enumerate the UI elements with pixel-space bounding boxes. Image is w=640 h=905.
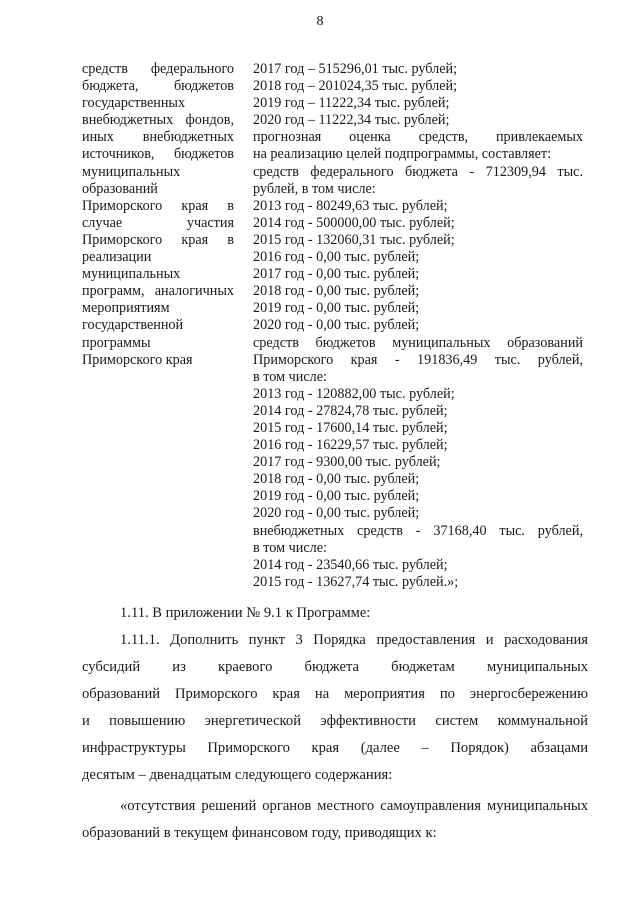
- right-col-line: средств бюджетов муниципальных образований: [253, 334, 583, 351]
- right-col-line: 2014 год - 23540,66 тыс. рублей;: [253, 556, 448, 573]
- right-col-line: 2019 год - 0,00 тыс. рублей;: [253, 488, 420, 505]
- right-col-line: 2017 год - 0,00 тыс. рублей;: [253, 266, 420, 283]
- right-col-line: 2014 год - 500000,00 тыс. рублей;: [253, 214, 455, 231]
- right-col-line: 2017 год – 515296,01 тыс. рублей;: [253, 61, 458, 77]
- program-table-right-column: [253, 61, 583, 591]
- right-col-line: 2017 год - 9300,00 тыс. рублей;: [253, 454, 441, 471]
- right-col-line: в том числе:: [253, 368, 327, 385]
- left-col-line: мероприятиям: [82, 300, 170, 317]
- right-col-line: средств федерального бюджета - 712309,94 тыс.: [253, 163, 583, 180]
- left-col-line: муниципальных: [82, 163, 181, 180]
- paragraph-1-11-1-line: десятым – двенадцатым следующего содержания:: [82, 767, 393, 783]
- left-col-line: образований: [82, 180, 158, 197]
- right-col-line: 2020 год - 0,00 тыс. рублей;: [253, 317, 420, 334]
- paragraph-1-11-1-line: субсидий из краевого бюджета бюджетам муниципальных: [82, 659, 588, 675]
- paragraph-1-11-1-line: образований Приморского края на мероприятия по энергосбережению: [82, 686, 588, 702]
- right-col-line: 2016 год - 0,00 тыс. рублей;: [253, 249, 420, 266]
- quote-paragraph-line: образований в текущем финансовом году, приводящих к:: [82, 825, 437, 841]
- left-col-line: иных внебюджетных: [82, 129, 234, 146]
- right-col-line: 2018 год - 0,00 тыс. рублей;: [253, 283, 420, 300]
- left-col-line: бюджета, бюджетов: [82, 78, 234, 95]
- right-col-line: 2016 год - 16229,57 тыс. рублей;: [253, 437, 448, 454]
- right-col-line: рублей, в том числе:: [253, 180, 376, 197]
- right-col-line: 2019 год – 11222,34 тыс. рублей;: [253, 95, 450, 112]
- right-col-line: внебюджетных средств - 37168,40 тыс. рублей,: [253, 522, 583, 539]
- paragraph-1-11-1-line: инфраструктуры Приморского края (далее – Порядок) абзацами: [82, 740, 588, 756]
- right-col-line: 2013 год - 120882,00 тыс. рублей;: [253, 385, 455, 402]
- right-col-line: 2013 год - 80249,63 тыс. рублей;: [253, 197, 448, 214]
- left-col-line: случае участия: [82, 214, 234, 231]
- left-col-line: внебюджетных фондов,: [82, 112, 234, 129]
- right-col-line: Приморского края - 191836,49 тыс. рублей,: [253, 351, 583, 368]
- paragraph-1-11-1-line: и повышению энергетической эффективности систем коммунальной: [82, 713, 588, 729]
- left-col-line: реализации: [82, 249, 152, 266]
- page-number: 8: [316, 14, 324, 29]
- left-col-line: Приморского края в: [82, 197, 234, 214]
- left-col-line: источников, бюджетов: [82, 146, 234, 163]
- left-col-line: государственных: [82, 95, 186, 112]
- paragraph-1-11-1-line: 1.11.1. Дополнить пункт 3 Порядка предоставления и расходования: [120, 632, 588, 648]
- right-col-line: 2015 год - 13627,74 тыс. рублей.»;: [253, 573, 459, 590]
- left-col-line: муниципальных: [82, 266, 181, 283]
- right-col-line: в том числе:: [253, 539, 327, 556]
- left-col-line: Приморского края в: [82, 231, 234, 248]
- right-col-line: 2020 год – 11222,34 тыс. рублей;: [253, 112, 450, 129]
- paragraph-1-11: 1.11. В приложении № 9.1 к Программе:: [120, 605, 371, 621]
- quote-paragraph-line: «отсутствия решений органов местного самоуправления муниципальных: [120, 798, 588, 814]
- left-col-line: средств федерального: [82, 61, 234, 77]
- left-col-line: государственной: [82, 317, 184, 334]
- right-col-line: 2018 год – 201024,35 тыс. рублей;: [253, 78, 458, 95]
- right-col-line: 2015 год - 132060,31 тыс. рублей;: [253, 231, 455, 248]
- right-col-line: 2020 год - 0,00 тыс. рублей;: [253, 505, 420, 522]
- program-table-left-column: [82, 61, 234, 369]
- right-col-line: 2014 год - 27824,78 тыс. рублей;: [253, 402, 448, 419]
- left-col-line: программ, аналогичных: [82, 283, 234, 300]
- left-col-line: Приморского края: [82, 351, 193, 368]
- right-col-line: прогнозная оценка средств, привлекаемых: [253, 129, 583, 146]
- right-col-line: 2018 год - 0,00 тыс. рублей;: [253, 471, 420, 488]
- right-col-line: 2015 год - 17600,14 тыс. рублей;: [253, 419, 448, 436]
- left-col-line: программы: [82, 334, 151, 351]
- right-col-line: на реализацию целей подпрограммы, составляет:: [253, 146, 552, 163]
- right-col-line: 2019 год - 0,00 тыс. рублей;: [253, 300, 420, 317]
